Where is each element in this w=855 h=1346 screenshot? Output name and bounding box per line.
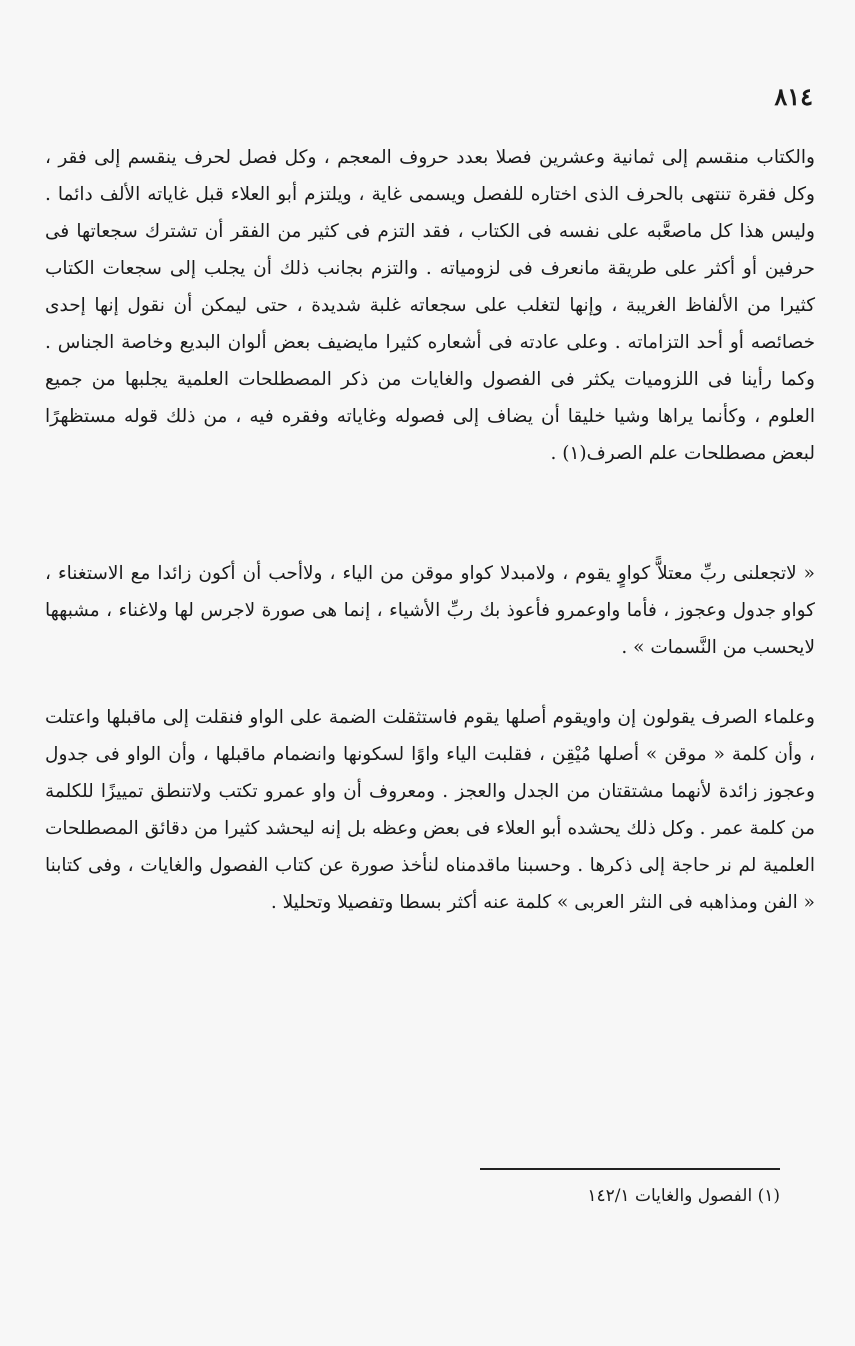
page-number: ٨١٤ bbox=[774, 82, 813, 111]
footnote: (١) الفصول والغايات ١٤٢/١ bbox=[587, 1186, 780, 1206]
quotation-paragraph: « لاتجعلنى ربِّ معتلاًّ كواوٍ يقوم ، ولامبدلا كواو موقن من الياء ، ولاأحب أن أكون زائدا مع الاستغناء ، كواو جدول وعجوز ، فأما واوعمرو فأعوذ بك ربِّ الأشياء ، إنما هى صورة لاجرس لها ولاغناء ، مشبهها لايحسب من النَّسمات » . bbox=[45, 562, 815, 658]
body-paragraph-1: والكتاب منقسم إلى ثمانية وعشرين فصلا بعدد حروف المعجم ، وكل فصل لحرف ينقسم إلى فقر ، وكل فقرة تنتهى بالحرف الذى اختاره للفصل ويسمى غاية ، ويلتزم أبو العلاء قبل غاياته الألف دائما . وليس هذا كل ماصعَّبه على نفسه فى الكتاب ، فقد التزم فى كثير من الفقر أن تشترك سجعاتها فى حرفين أو أكثر على طريقة مانعرف فى لزومياته . والتزم بجانب ذلك أن يجلب إلى سجعات الكتاب كثيرا من الألفاظ الغريبة ، وإنها لتغلب على سجعاته غلبة شديدة ، حتى ليمكن أن نقول إنها إحدى خصائصه أو أحد التزاماته . وعلى عادته فى أشعاره كثيرا مايضيف بعض ألوان البديع وخاصة الجناس . وكما رأينا فى اللزوميات يكثر فى الفصول والغايات من ذكر المصطلحات العلمية يجلبها من جميع العلوم ، وكأنما يراها وشيا خليقا أن يضاف إلى فصوله وغاياته وفقره فيه ، من ذلك قوله مستظهرًا لبعض مصطلحات علم الصرف(١) . bbox=[45, 146, 815, 464]
footnote-divider bbox=[480, 1168, 780, 1170]
body-paragraph-2: وعلماء الصرف يقولون إن واويقوم أصلها يقوم فاستثقلت الضمة على الواو فنقلت إلى ماقبلها واعتلت ، وأن كلمة « موقن » أصلها مُيْقِن ، فقلبت الياء واوًا لسكونها وانضمام ماقبلها ، وأن الواو فى جدول وعجوز زائدة لأنهما مشتقتان من الجدل والعجز . ومعروف أن واو عمرو تكتب ولاتنطق تمييزًا للكلمة من كلمة عمر . وكل ذلك يحشده أبو العلاء فى بعض وعظه بل إنه ليحشد كثيرا من دقائق المصطلحات العلمية لم نر حاجة إلى ذكرها . وحسبنا ماقدمناه لنأخذ صورة عن كتاب الفصول والغايات ، وفى كتابنا « الفن ومذاهبه فى النثر العربى » كلمة عنه أكثر بسطا وتفصيلا وتحليلا . bbox=[45, 706, 815, 913]
